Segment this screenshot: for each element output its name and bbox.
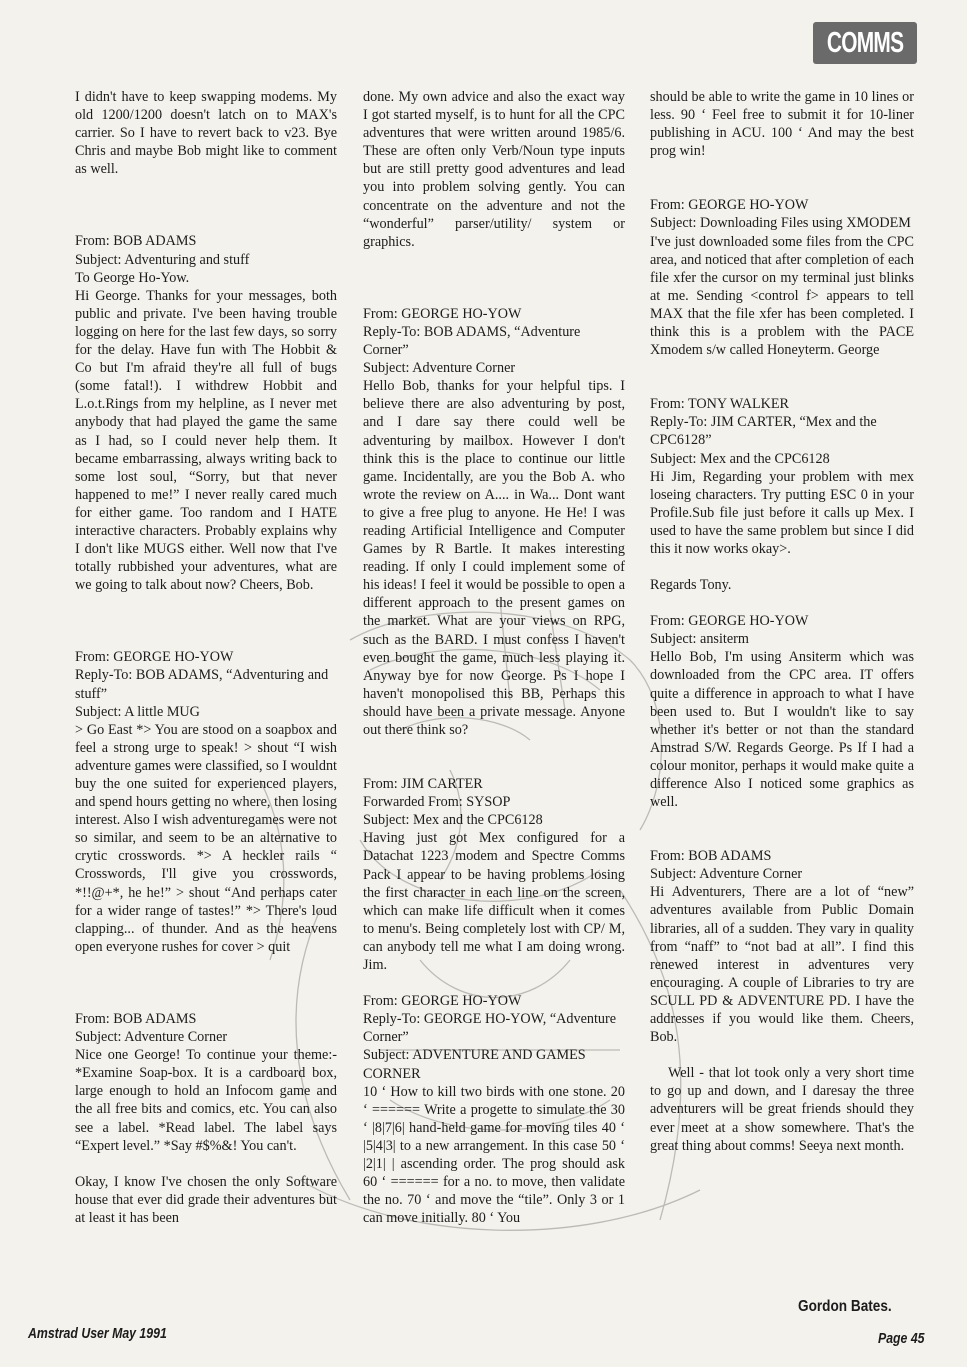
message-header-line: Reply-To: BOB ADAMS, “Adventuring and stuff”	[75, 667, 329, 702]
paragraph-gap	[363, 739, 625, 775]
message-body-text: Okay, I know I've chosen the only Software house that ever did grade their adventures but at least it has been	[75, 1173, 337, 1226]
message-header-line: From: GEORGE HO-YOW	[650, 197, 809, 214]
message-body-text: I've just downloaded some files from the CPC area, and noticed that after completion of each file xfer the cursor on my terminal just blinks at me. Sending <control f> appears to tell MAX that the file xfer has been completed. I think this is a problem with the PACE Xmodem s/w called Honeyterm. George	[650, 233, 914, 359]
message-header-line: From: JIM CARTER	[363, 776, 483, 793]
message-body-text: Hello Bob, I'm using Ansiterm which was downloaded from the CPC area. IT offers quite a difference in approach to what I have been used to. But I wouldn't like to say whether it's better or not than the standard Amstrad S/W. Regards George. Ps If I had a colour monitor, perhaps it would make quite a difference Also I noticed some graphics as well.	[650, 649, 914, 811]
message-header-line: Subject: A little MUG	[75, 703, 200, 720]
message-body-text: Regards Tony.	[650, 577, 732, 594]
message-header-line: Subject: ADVENTURE AND GAMES CORNER	[363, 1047, 586, 1082]
message-header-line: Subject: Adventure Corner	[650, 866, 803, 883]
paragraph-gap	[75, 956, 337, 1010]
message-body-text: Hi Adventurers, There are a lot of “new” adventures available from Public Domain libraries, all of a sudden. They vary in quality from “naff” to “not bad at all”. I find this renewed interest in adventures very encouraging. A couple of Libraries to try are SCULL PD & ADVENTURE PD. I have the addresses if you would like them. Cheers, Bob.	[650, 884, 914, 1046]
message-header-line: Reply-To: JIM CARTER, “Mex and the CPC6128”	[650, 414, 877, 449]
message-header-line: Subject: Adventuring and stuff	[75, 251, 250, 268]
message-header-line: From: TONY WALKER	[650, 396, 789, 413]
message-body-text: Hello Bob, thanks for your helpful tips. I believe there are also adventuring by post, and I dare say there could well be adventuring by mailbox. However I don't think this is the place to continue our little game. Incidentally, are you the Bob A. who wrote the review on A.... in Wa... Dont want to give a free plug to anyone. He He! I was reading Artificial Intelligence and Computer Games by R Bartle. It makes interesting reading. If only I could implement some of his ideas! I feel it would be possible to open a different approach to the present games on the market. What are your views on RPG, such as the BARD. I must confess I haven't even bought the game, much less playing it. Anyway bye for now George. Ps I hope I haven't monopolised this BB, Perhaps this should have been a private message. Anyone out there think so?	[363, 378, 625, 738]
message-header-line: From: BOB ADAMS	[650, 848, 772, 865]
paragraph-gap	[363, 251, 625, 305]
message-header-line: Reply-To: GEORGE HO-YOW, “Adventure Corner”	[363, 1011, 617, 1046]
article-column-1	[75, 88, 337, 1227]
message-body-text: > Go East *> You are stood on a soapbox and feel a strong urge to speak! > shout “I wish adventure games were classified, so I wouldnt	[75, 721, 337, 774]
message-header-line: From: GEORGE HO-YOW	[75, 649, 234, 666]
message-body-text: I didn't have to keep swapping modems. My old 1200/1200 doesn't latch on to MAX's carrier. So I have to revert back to v23. Bye Chris and maybe Bob might like to comment as well.	[75, 89, 337, 178]
section-tab-label: COMMS	[826, 26, 904, 59]
paragraph-gap	[650, 811, 914, 847]
message-header-line: From: BOB ADAMS	[75, 1010, 197, 1027]
paragraph-gap	[650, 558, 914, 576]
footer-publication: Amstrad User May 1991	[28, 1325, 167, 1342]
author-signature: Gordon Bates.	[798, 1298, 892, 1315]
message-body-text: 10 ‘ How to kill two birds with one stone. 20 ‘ ====== Write a progette to simulate the 30 ‘ |8|7|6| hand-held game for moving tiles 40 ‘ |5|4|3| to a new arrangement. In this case 50 ‘ |2|1| | ascending order. The prog should ask 60 ‘ ====== for a no. to move, then validate the no. 70 ‘ and move the “tile”. Only 3 or 1 can move initially. 80 ‘ You	[363, 1083, 625, 1227]
message-body-text: Having just got Mex configured for a Datachat 1223 modem and Spectre Comms Pack I appear to be having problems losing the first character in each line on the screen, which can make life difficult when it comes to menu's. Being completely lost with CP/ M, can anybody tell me what I am doing wrong. Jim.	[363, 830, 625, 974]
message-body-text: Hi Jim, Regarding your problem with mex loseing characters. Try putting ESC 0 in your Profile.Sub file just before it calls up Mex. I used to have the same problem but since I did this it now works okay>.	[650, 468, 914, 557]
message-header-line: Subject: Downloading Files using XMODEM	[650, 215, 911, 232]
paragraph-gap	[75, 594, 337, 648]
message-header-line: Reply-To: BOB ADAMS, “Adventure Corner”	[363, 323, 581, 359]
message-body-text: done. My own advice and also the exact way I got started myself, is to hunt for all the CPC adventures that were written around 1985/6. These are often only Verb/Noun type inputs but are still pretty good adventures and lead you into problem solving gently. You can concentrate on the adventure and not the “wonderful” parser/utility/ system or graphics.	[363, 89, 625, 250]
message-header-line: To George Ho-Yow.	[75, 269, 190, 286]
paragraph-gap	[650, 359, 914, 395]
paragraph-gap	[650, 1046, 914, 1064]
message-header-line: Subject: Mex and the CPC6128	[650, 450, 830, 467]
message-header-line: Subject: Adventure Corner	[75, 1029, 228, 1046]
paragraph-gap	[650, 160, 914, 196]
paragraph-gap	[363, 974, 625, 992]
message-body-text: should be able to write the game in 10 lines or less. 90 ‘ Feel free to submit it for 10-liner publishing in ACU. 100 ‘ And may the best prog win!	[650, 89, 914, 160]
paragraph-gap	[650, 594, 914, 612]
message-header-line: Subject: ansiterm	[650, 631, 749, 648]
article-column-2	[363, 88, 625, 1227]
message-header-line: Subject: Adventure Corner	[363, 360, 516, 377]
message-header-line: Forwarded From: SYSOP	[363, 794, 511, 811]
message-header-line: Subject: Mex and the CPC6128	[363, 812, 543, 829]
message-header-line: From: GEORGE HO-YOW	[363, 305, 522, 322]
message-header-line: From: GEORGE HO-YOW	[650, 613, 809, 630]
message-body-text: Nice one George! To continue your theme:- *Examine Soap-box. It is a cardboard box, large enough to hold an Infocom game and the all free bits and comics, etc. You can also see a label. *Read label. The label says “Expert level.” *Say #$%&! You can't.	[75, 1047, 337, 1154]
paragraph-gap	[75, 178, 337, 232]
footer-page-number: Page 45	[878, 1330, 925, 1347]
message-body-text: buy the one suited for experienced players, and spend hours getting no where, then losing interest. Also I wish adventuregames were not so similar, and seem to be an alternative to crytic crosswords. *> A heckler rails “ Crosswords, I'll give you crosswords, *!!@+*, he he!” > shout “And perhaps cater for a wider range of tastes!” *> There's loud clapping... of thunder. And as the heavens open everyone rushes for cover > quit	[75, 776, 338, 955]
article-column-3	[650, 88, 914, 1155]
message-body-text: Well - that lot took only a very short time to go up and down, and I daresay the three adventurers will be great friends should they ever meet at a show somewhere. That's the great thing about comms! Seeya next month.	[650, 1065, 914, 1154]
paragraph-gap	[75, 1155, 337, 1173]
message-header-line: From: GEORGE HO-YOW	[363, 993, 522, 1010]
message-body-text: Hi George. Thanks for your messages, both public and private. I've been having trouble logging on here for the last few days, so sorry for the delay. Have fun with The Hobbit & Co but I'm afraid they're all full of bugs (some fatal!). I withdrew Hobbit and L.o.t.Rings from my helpline, as I never met anybody that had played the game the same as I had, so I could never help them. It became embarrassing, always writing back to some lost soul, “Sorry, but that never happened to me!” I never really cared much for either game. Too random and I HATE interactive characters. Probably explains why I don't like MUGS either. Well now that I've totally rubbished your adventures, what are we going to talk about now? Cheers, Bob.	[75, 287, 337, 594]
section-tab	[813, 22, 917, 64]
message-header-line: From: BOB ADAMS	[75, 233, 197, 250]
